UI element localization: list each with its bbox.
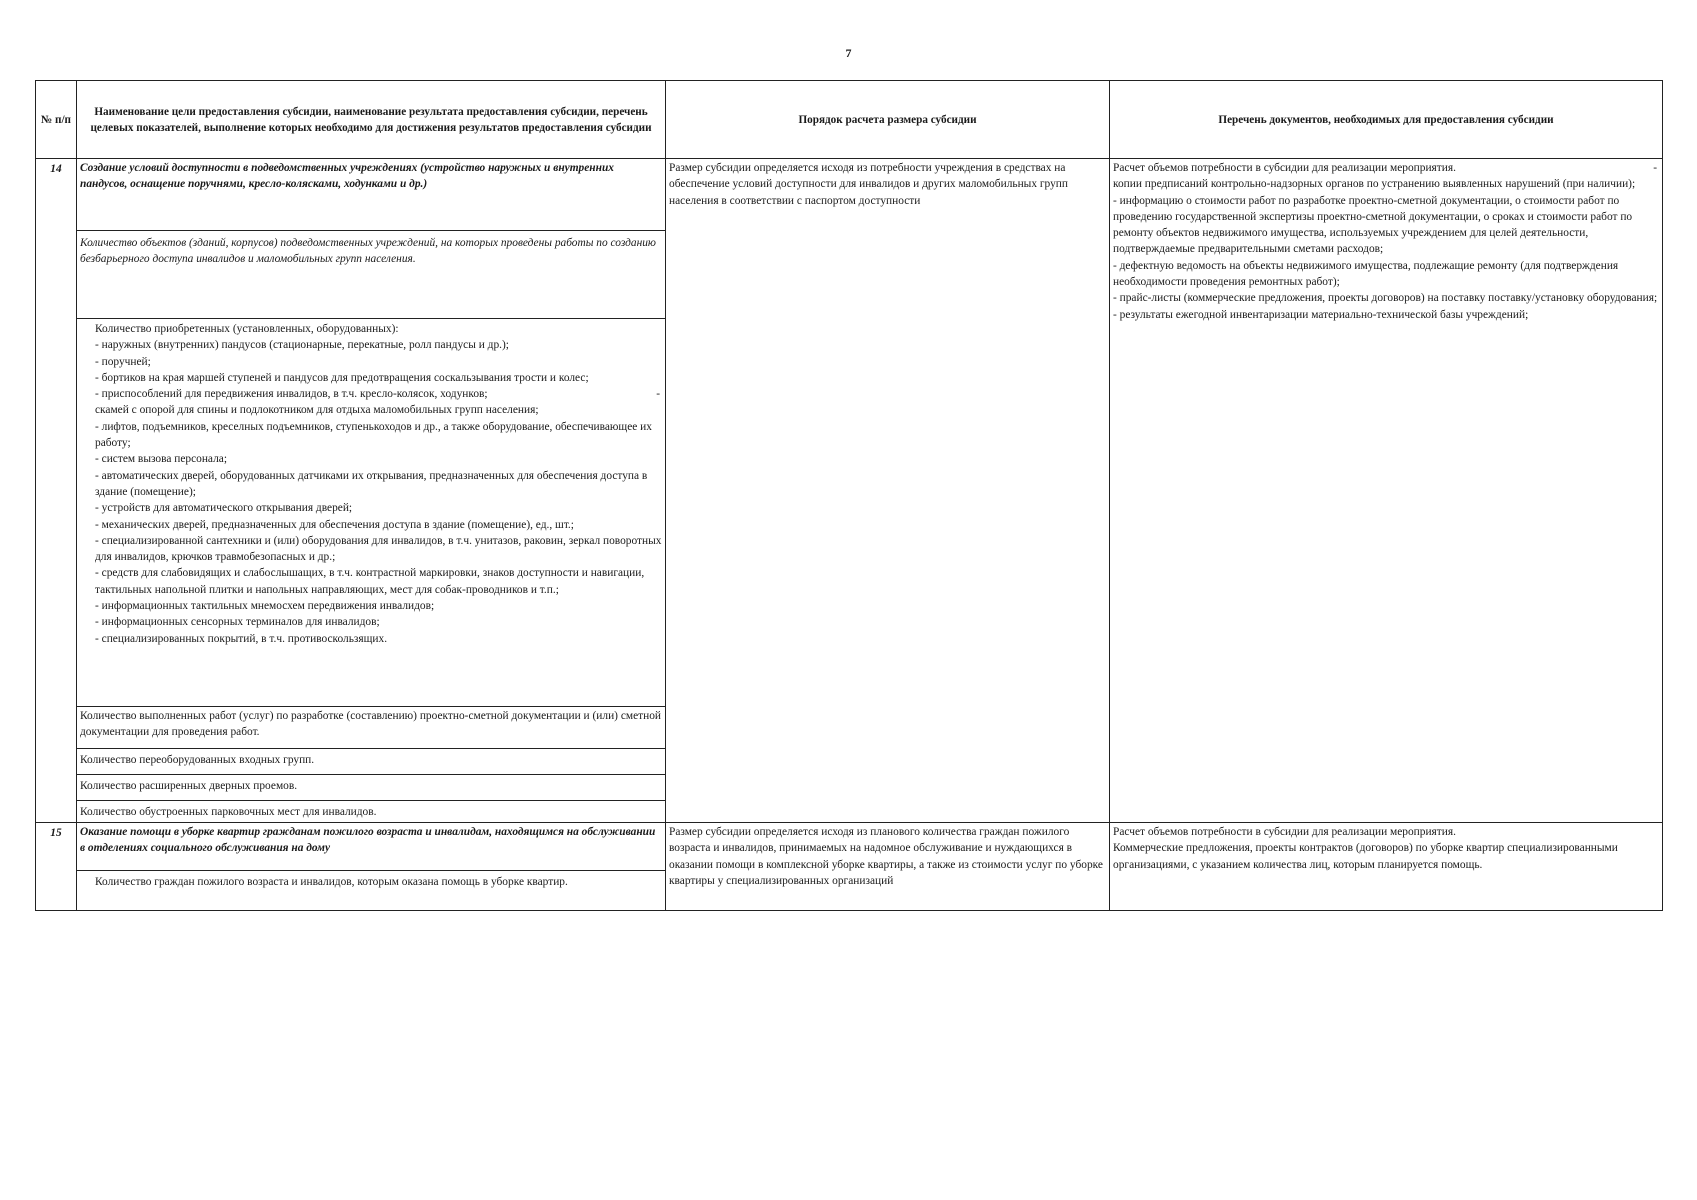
row-14-result: Количество объектов (зданий, корпусов) подведомственных учреждений, на которых проведены работы по созданию безбарьерного доступа инвалидов и маломобильных групп населения. [80,237,656,266]
row-15-indicator-cell [77,871,666,911]
list-item: - Расчет объемов потребности в субсидии для реализации мероприятия. [1113,162,1657,174]
row-14-goal: Создание условий доступности в подведомственных учреждениях (устройство наружных и внутренних пандусов, оснащение поручнями, кресло-колясками, ходунками и др.) [80,162,614,191]
row-14-indicator-doors: Количество расширенных дверных проемов. [80,780,298,792]
row-15-calc-cell [666,823,1110,911]
page-number: 7 [845,46,852,60]
list-item: - механических дверей, предназначенных для обеспечения доступа в здание (помещение), ед., шт.; [95,518,574,531]
subsidy-table [35,80,1663,911]
list-item: - информационных тактильных мнемосхем передвижения инвалидов; [95,600,435,613]
table-row-14-goal [36,159,1663,231]
row-15-goal-cell [77,823,666,871]
row-14-doors-cell [77,775,666,801]
row-15-indicator: Количество граждан пожилого возраста и инвалидов, которым оказана помощь в уборке квартир. [95,876,568,888]
list-item: - наружных (внутренних) пандусов (стационарные, перекатные, ролл пандусы и др.); [95,339,509,352]
header-name: Наименование цели предоставления субсидии, наименование результата предоставления субсидии, перечень целевых показателей, выполнение которых необходимо для достижения результатов предоставления субсидии [77,81,666,159]
row-14-parking-cell [77,801,666,823]
row-14-indicator-entrance: Количество переоборудованных входных групп. [80,754,315,766]
list-item: - лифтов, подъемников, креселных подъемников, ступенькоходов и др., а также оборудование, обеспечивающее их работу; [95,420,652,450]
row-14-works-cell [77,707,666,749]
header-docs: Перечень документов, необходимых для предоставления субсидии [1110,81,1663,159]
list-item: - бортиков на края маршей ступеней и пандусов для предотвращения соскальзывания трости и колес; [95,371,589,384]
row-15-goal: Оказание помощи в уборке квартир гражданам пожилого возраста и инвалидам, находящимся на обслуживании в отделениях социального обслуживания на дому [80,826,656,855]
list-item: - систем вызова персонала; [95,453,227,466]
list-item: Расчет объемов потребности в субсидии для реализации мероприятия. [1113,826,1456,838]
list-item: - информацию о стоимости работ по разработке проектно-сметной документации, о стоимости работ по проведению государственной экспертизы проектно-сметной документации, о сроках и стоимости работ по ремонту объектов недвижимого имущества, используемых учреждением для целей деятельности, подтверждаемые предварительными сметами расходов; [1113,194,1633,256]
row-14-indicator-parking: Количество обустроенных парковочных мест для инвалидов. [80,806,377,818]
list-item: - дефектную ведомость на объекты недвижимого имущества, подлежащие ремонту (для подтверждения необходимости проведения ремонтных работ); [1113,259,1619,289]
row-14-indicator-works: Количество выполненных работ (услуг) по разработке (составлению) проектно-сметной документации и (или) сметной документации для проведения работ. [80,710,661,739]
list-item: копии предписаний контрольно-надзорных органов по устранению выявленных нарушений (при наличии); [1113,178,1636,191]
row-14-goal-cell [77,159,666,231]
row-15-docs-cell [1110,823,1663,911]
list-item: - специализированных покрытий, в т.ч. противоскользящих. [95,632,388,645]
row-14-docs-cell [1110,159,1663,823]
list-item: - средств для слабовидящих и слабослышащих, в т.ч. контрастной маркировки, знаков доступности и навигации, тактильных напольной плитки и напольных направляющих, мест для собак-проводников и т.п.; [95,567,645,596]
list-item: - специализированной сантехники и (или) оборудования для инвалидов, в т.ч. унитазов, раковин, зеркал поворотных для инвалидов, крючков травмобезопасных и др.; [95,534,662,564]
row-14-entrance-cell [77,749,666,775]
row-15-calc: Размер субсидии определяется исходя из планового количества граждан пожилого возраста и инвалидов, принимаемых на надомное обслуживание и нуждающихся в оказании помощи в комплексной уборке квартиры, а также из стоимости услуг по уборке квартиры у специализированных организаций [669,826,1103,887]
list-item: скамей с опорой для спины и подлокотником для отдыха маломобильных групп населения; [95,404,539,417]
row-15-docs-list [1110,823,1662,874]
table-header-row [36,81,1663,159]
list-item: - прайс-листы (коммерческие предложения, проекты договоров) на поставку поставку/установку оборудования; [1113,292,1658,305]
row-14-calc: Размер субсидии определяется исходя из потребности учреждения в средствах на обеспечение условий доступности для инвалидов и других маломобильных групп населения в соответствии с паспортом доступности [669,162,1068,207]
list-item: - информационных сенсорных терминалов для инвалидов; [95,616,380,629]
list-item: - - приспособлений для передвижения инвалидов, в т.ч. кресло-колясок, ходунков; [95,388,660,401]
row-14-indicators-cell [77,319,666,707]
header-num: № п/п [36,81,77,159]
list-item: - автоматических дверей, оборудованных датчиками их открывания, предназначенных для обеспечения доступа в здание (помещение); [95,469,648,498]
table-row-15-goal [36,823,1663,871]
row-14-indicator-list [77,319,665,648]
list-item: - результаты ежегодной инвентаризации материально-технической базы учреждений; [1113,308,1529,321]
row-14-result-cell [77,231,666,319]
list-item: - устройств для автоматического открывания дверей; [95,502,353,515]
row-14-calc-cell [666,159,1110,823]
row-14-number: 14 [36,159,77,823]
row-15-number: 15 [36,823,77,911]
header-calc: Порядок расчета размера субсидии [666,81,1110,159]
list-item: Количество приобретенных (установленных, оборудованных): [95,323,399,335]
row-14-docs-list [1110,159,1662,324]
list-item: - поручней; [95,355,151,368]
list-item: Коммерческие предложения, проекты контрактов (договоров) по уборке квартир специализированными организациями, с указанием количества лиц, которым планируется помощь. [1113,842,1618,871]
